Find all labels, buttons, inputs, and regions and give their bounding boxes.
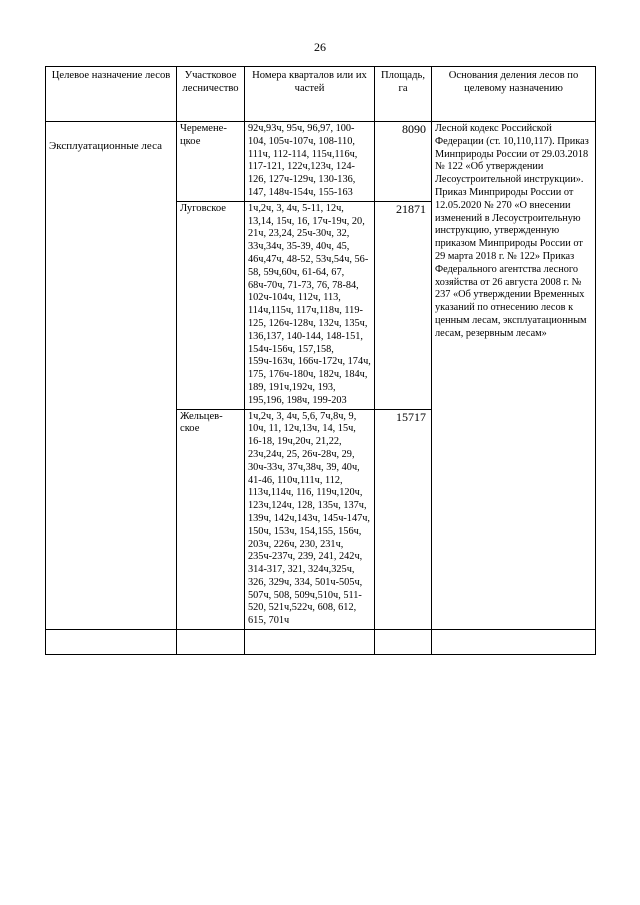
- quarters-cell: 1ч,2ч, 3, 4ч, 5-11, 12ч, 13,14, 15ч, 16, 17ч-19ч, 20, 21ч, 23,24, 25ч-30ч, 32, 33ч,34ч, 35-39, 40ч, 45, 46ч,47ч, 48-52, 53ч,54ч, 56-58, 59ч,60ч, 61-64, 67, 68ч-70ч, 71-73, 76, 78-84, 102ч-104ч, 112ч, 113, 114ч,115ч, 117ч,118ч, 119-125, 126ч-128ч, 132ч, 135ч, 136,137, 140-144, 148-151, 154ч-156ч, 157,158, 159ч-163ч, 166ч-172ч, 174ч, 175, 176ч-180ч, 182ч, 184ч, 189, 191ч,192ч, 193, 195,196, 198ч, 199-203: [245, 201, 375, 409]
- forestry-cell: Черемене-цкое: [177, 122, 245, 202]
- header-purpose: Целевое назначение лесов: [46, 67, 177, 122]
- table-row: [46, 122, 596, 202]
- header-area: Площадь, га: [375, 67, 432, 122]
- purpose-cell: Эксплуатационные леса: [46, 122, 177, 630]
- forestry-cell: Жельцев-ское: [177, 409, 245, 630]
- empty-cell: [245, 630, 375, 655]
- forestry-cell: Луговское: [177, 201, 245, 409]
- area-cell: 15717: [375, 409, 432, 630]
- area-cell: 21871: [375, 201, 432, 409]
- header-forestry: Участковое лесничество: [177, 67, 245, 122]
- basis-cell: Лесной кодекс Российской Федерации (ст. 10,110,117). Приказ Минприроды России от 29.03.2018 № 122 «Об утверждении Лесоустроительной инструкции». Приказ Минприроды России от 12.05.2020 № 270 «О внесении изменений в Лесоустроительную инструкцию, утвержденную приказом Минприроды России от 29 марта 2018 г. № 122» Приказ Федерального агентства лесного хозяйства от 26 августа 2008 г. № 237 «Об утверждении Временных указаний по отнесению лесов к ценным лесам, эксплуатационным лесам, резервным лесам»: [432, 122, 596, 630]
- table-row-empty: [46, 630, 596, 655]
- header-quarters: Номера кварталов или их частей: [245, 67, 375, 122]
- table-header-row: [46, 67, 596, 122]
- header-basis: Основания деления лесов по целевому назначению: [432, 67, 596, 122]
- empty-cell: [432, 630, 596, 655]
- quarters-cell: 1ч,2ч, 3, 4ч, 5,6, 7ч,8ч, 9, 10ч, 11, 12ч,13ч, 14, 15ч, 16-18, 19ч,20ч, 21,22, 23ч,24ч, 25, 26ч-28ч, 29, 30ч-33ч, 37ч,38ч, 39, 40ч, 41-46, 110ч,111ч, 112, 113ч,114ч, 116, 119ч,120ч, 123ч,124ч, 128, 135ч, 137ч, 139ч, 142ч,143ч, 145ч-147ч, 150ч, 153ч, 154,155, 156ч, 203ч, 226ч, 230, 231ч, 235ч-237ч, 239, 241, 242ч, 314-317, 321, 324ч,325ч, 326, 329ч, 334, 501ч-505ч, 507ч, 508, 509ч,510ч, 511-520, 521ч,522ч, 608, 612, 615, 701ч: [245, 409, 375, 630]
- empty-cell: [46, 630, 177, 655]
- quarters-cell: 92ч,93ч, 95ч, 96,97, 100-104, 105ч-107ч, 108-110, 111ч, 112-114, 115ч,116ч, 117-121, 122ч,123ч, 124-126, 127ч-129ч, 130-136, 147, 148ч-154ч, 155-163: [245, 122, 375, 202]
- empty-cell: [375, 630, 432, 655]
- empty-cell: [177, 630, 245, 655]
- page-number: 26: [314, 40, 326, 54]
- forest-purpose-table: [45, 66, 596, 655]
- area-cell: 8090: [375, 122, 432, 202]
